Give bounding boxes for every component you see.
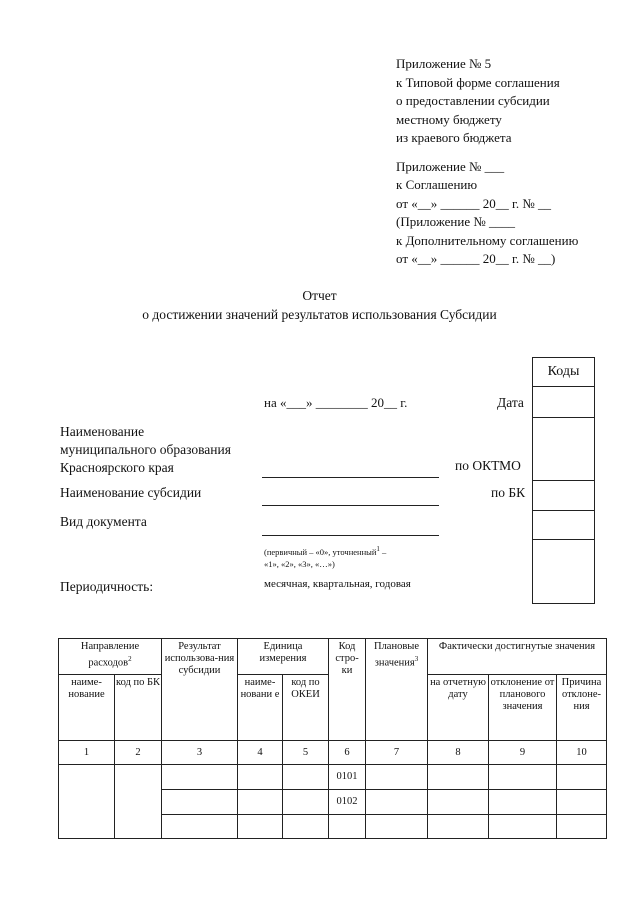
agreement-line: к Дополнительному соглашению <box>396 232 579 248</box>
table-row <box>59 765 607 790</box>
code-cell-date[interactable] <box>533 386 594 417</box>
appendix-line: местному бюджету <box>396 111 502 127</box>
header-direction: Направление расходов$^2$ <box>59 639 162 675</box>
code-cell-periodicity[interactable] <box>533 539 594 603</box>
header-row-code: Код стро-ки <box>329 639 366 741</box>
doc-type-note: (первичный – «0», уточненный$^1$ – «1», «2», «3», «…») <box>264 545 387 569</box>
cell[interactable] <box>238 790 283 815</box>
oktmo-label: по ОКТМО <box>455 458 521 473</box>
cell[interactable] <box>489 790 557 815</box>
subheader-deviation: отклонение от планового значения <box>489 675 557 741</box>
periodicity-value: месячная, квартальная, годовая <box>264 578 411 590</box>
cell[interactable] <box>162 815 238 839</box>
appendix-line: из краевого бюджета <box>396 130 512 145</box>
codes-box <box>532 357 595 604</box>
report-title <box>0 286 639 324</box>
appendix-line: к Типовой форме соглашения <box>396 74 560 90</box>
row-code: 0101 <box>329 765 366 790</box>
cell[interactable] <box>162 790 238 815</box>
col-number: 5 <box>283 741 329 765</box>
cell[interactable] <box>557 815 607 839</box>
agreement-line: от «__» ______ 20__ г. № __ <box>396 195 552 211</box>
municipality-label: Наименование муниципального образования Красноярского края <box>60 424 231 475</box>
cell[interactable] <box>489 765 557 790</box>
col-number: 8 <box>428 741 489 765</box>
header-result: Результат использова-ния субсидии <box>162 639 238 741</box>
appendix-line: о предоставлении субсидии <box>396 93 550 108</box>
subheader-bk: код по БК <box>115 675 162 741</box>
cell[interactable] <box>329 815 366 839</box>
col-number: 6 <box>329 741 366 765</box>
col-number: 2 <box>115 741 162 765</box>
appendix-block <box>396 55 578 269</box>
col-number: 4 <box>238 741 283 765</box>
cell[interactable] <box>428 790 489 815</box>
subsidy-label: Наименование субсидии <box>60 485 202 500</box>
periodicity-label: Периодичность: <box>60 579 154 594</box>
header-unit: Единица измерения <box>238 639 329 675</box>
cell[interactable] <box>428 815 489 839</box>
row-code: 0102 <box>329 790 366 815</box>
cell[interactable] <box>238 765 283 790</box>
cell[interactable] <box>283 815 329 839</box>
subheader-name: наиме-нование <box>59 675 115 741</box>
title-line-1: Отчет <box>302 288 337 303</box>
col-number: 3 <box>162 741 238 765</box>
code-cell-doc-type[interactable] <box>533 510 594 539</box>
cell[interactable] <box>428 765 489 790</box>
col-number: 7 <box>366 741 428 765</box>
cell[interactable] <box>557 790 607 815</box>
cell[interactable] <box>283 765 329 790</box>
cell-direction-bk[interactable] <box>115 765 162 839</box>
col-number: 10 <box>557 741 607 765</box>
cell[interactable] <box>238 815 283 839</box>
code-cell-oktmo[interactable] <box>533 417 594 480</box>
agreement-line: к Соглашению <box>396 177 478 192</box>
agreement-line: от «__» ______ 20__ г. № __) <box>396 251 556 266</box>
code-cell-bk[interactable] <box>533 480 594 510</box>
agreement-line: Приложение № ___ <box>396 158 505 174</box>
title-line-2: о достижении значений результатов использования Субсидии <box>142 307 497 322</box>
results-table <box>58 638 607 839</box>
appendix-line: Приложение № 5 <box>396 56 492 71</box>
cell[interactable] <box>366 765 428 790</box>
header-actual: Фактически достигнутые значения <box>428 639 607 675</box>
cell[interactable] <box>557 765 607 790</box>
cell[interactable] <box>489 815 557 839</box>
subsidy-field-line[interactable] <box>262 505 439 506</box>
cell[interactable] <box>162 765 238 790</box>
cell[interactable] <box>366 815 428 839</box>
header-planned: Плановые значения$^3$ <box>366 639 428 741</box>
doc-type-field-line[interactable] <box>262 535 439 536</box>
date-label: Дата <box>497 395 524 410</box>
subheader-on-date: на отчетную дату <box>428 675 489 741</box>
cell[interactable] <box>366 790 428 815</box>
doc-type-label: Вид документа <box>60 514 147 529</box>
col-number: 1 <box>59 741 115 765</box>
subheader-reason: Причина отклоне-ния <box>557 675 607 741</box>
subheader-unit-name: наиме-новани е <box>238 675 283 741</box>
cell[interactable] <box>283 790 329 815</box>
col-number: 9 <box>489 741 557 765</box>
cell-direction-name[interactable] <box>59 765 115 839</box>
report-date-line: на «___» ________ 20__ г. <box>264 395 408 410</box>
bk-label: по БК <box>491 485 526 500</box>
agreement-line: (Приложение № ____ <box>396 214 516 229</box>
codes-header: Коды <box>547 364 580 379</box>
subheader-okei: код по ОКЕИ <box>283 675 329 741</box>
municipality-field-line[interactable] <box>262 477 439 478</box>
